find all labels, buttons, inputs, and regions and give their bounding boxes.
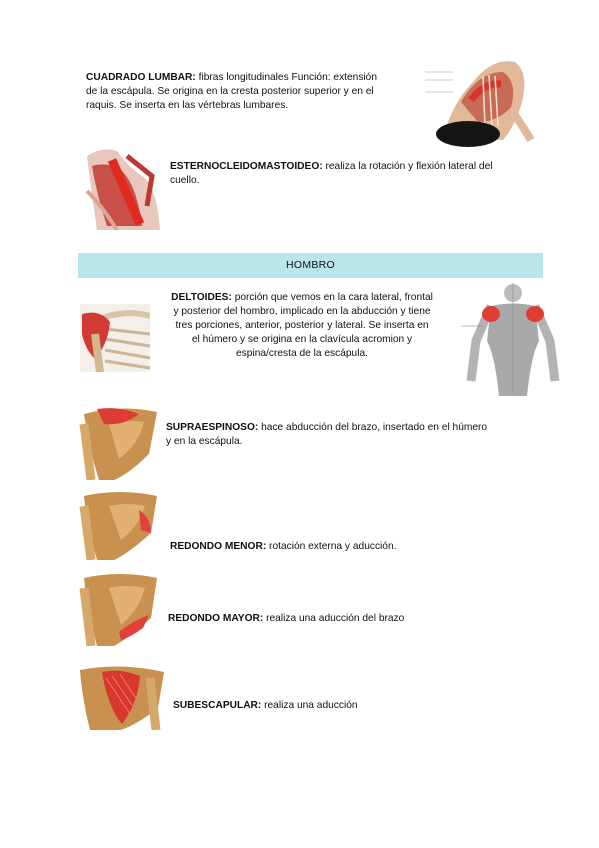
- cuadrado-lumbar-line-1: fibras longitudinales Función: extensión: [195, 72, 378, 83]
- esternocleidomastoideo-line-2: cuello.: [170, 175, 200, 186]
- section-heading-hombro: HOMBRO: [285, 259, 336, 271]
- deltoides-line-5: espina/cresta de la escápula.: [236, 348, 368, 359]
- esternocleidomastoideo-title: ESTERNOCLEIDOMASTOIDEO:: [170, 161, 323, 172]
- teres-minor-image: [79, 488, 159, 560]
- deltoides-text: [156, 291, 448, 361]
- deltoid-image: [80, 304, 150, 372]
- deltoides-line-3: tres porciones, anterior, posterior y lateral. Se inserta en: [175, 320, 429, 331]
- back-body-image: [461, 281, 564, 396]
- subescapular-title: SUBESCAPULAR:: [173, 700, 262, 711]
- cuadrado-lumbar-line-2: de la escápula. Se origina en la cresta posterior superior y en el: [86, 86, 374, 97]
- redondo-menor-desc: rotación externa y aducción.: [266, 541, 397, 552]
- redondo-mayor-desc: realiza una aducción del brazo: [263, 613, 405, 624]
- supraspinatus-image: [79, 404, 158, 480]
- cuadrado-lumbar-title: CUADRADO LUMBAR:: [86, 72, 196, 83]
- subescapular-text: [173, 699, 358, 713]
- supraespinoso-line-2: y en la escápula.: [166, 436, 243, 447]
- lumbar-stretch-image: [423, 42, 535, 149]
- esternocleidomastoideo-line-1: realiza la rotación y flexión lateral del: [322, 161, 493, 172]
- redondo-mayor-title: REDONDO MAYOR:: [168, 613, 264, 624]
- cuadrado-lumbar-line-3: raquis. Se inserta en las vértebras lumbares.: [86, 100, 289, 111]
- supraespinoso-line-1: hace abducción del brazo, insertado en el húmero: [258, 422, 488, 433]
- redondo-mayor-text: [168, 612, 404, 626]
- neck-muscle-image: [82, 146, 162, 230]
- teres-major-image: [79, 570, 159, 646]
- supraespinoso-title: SUPRAESPINOSO:: [166, 422, 259, 433]
- subscapularis-image: [80, 658, 164, 730]
- cuadrado-lumbar-text: [86, 71, 377, 113]
- subescapular-desc: realiza una aducción: [261, 700, 358, 711]
- supraespinoso-text: [166, 421, 487, 449]
- deltoides-line-1: porción que vemos en la cara lateral, frontal: [231, 292, 433, 303]
- redondo-menor-text: [170, 540, 396, 554]
- deltoides-line-4: el húmero y se origina en la clavícula acromion y: [191, 334, 413, 345]
- deltoides-line-2: y posterior del hombro, implicado en la abducción y tiene: [173, 306, 431, 317]
- deltoides-title: DELTOIDES:: [171, 292, 232, 303]
- esternocleidomastoideo-text: [170, 160, 493, 188]
- redondo-menor-title: REDONDO MENOR:: [170, 541, 267, 552]
- section-heading-band: [78, 253, 543, 278]
